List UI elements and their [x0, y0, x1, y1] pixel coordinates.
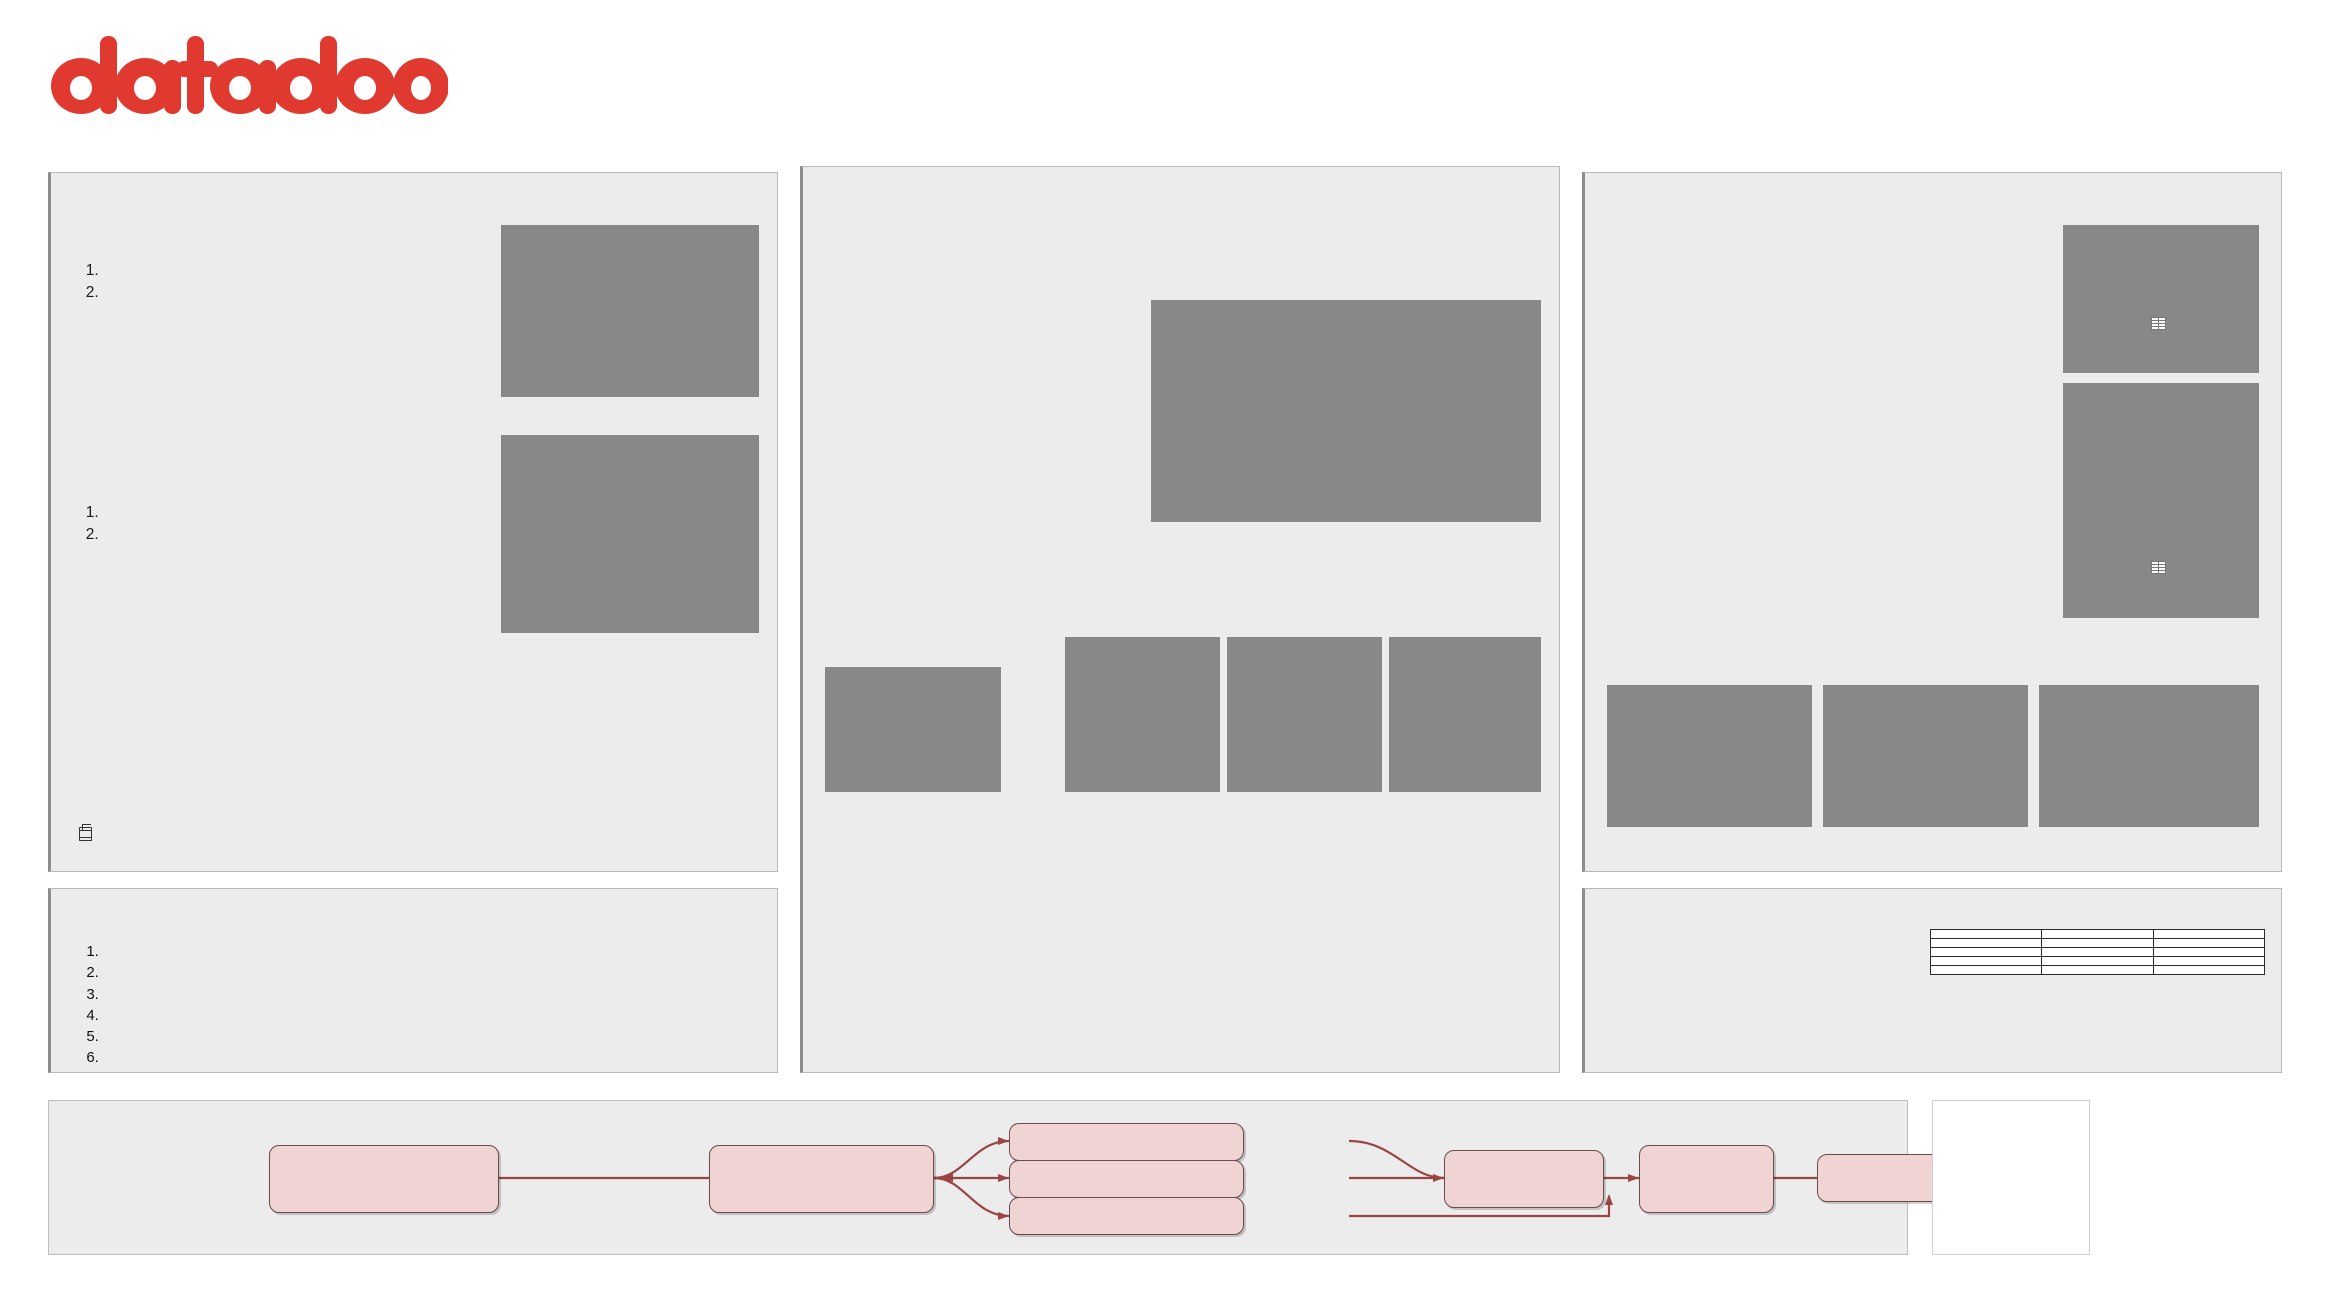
segmented-image-cracks	[1823, 685, 2028, 827]
column-header-render	[2042, 930, 2153, 939]
list-item	[103, 261, 483, 282]
panel-results	[1582, 172, 2282, 872]
table-row	[2152, 571, 2166, 574]
pipeline-node-renders[interactable]	[1009, 1123, 1244, 1161]
contributions-list	[73, 823, 791, 826]
poster-header	[0, 0, 2330, 150]
replicator-screenshot	[1151, 300, 1541, 522]
pipeline-node-condition-maps[interactable]	[1009, 1160, 1244, 1198]
windshield-crack-photo	[501, 225, 759, 397]
pipeline-node-omniverse-synthetic-data-generation[interactable]	[709, 1145, 934, 1213]
render-domain-3-image	[1389, 637, 1541, 792]
table-header-row	[1931, 930, 2265, 939]
panel-motivation-challenges	[48, 172, 778, 872]
list-item[interactable]	[103, 1005, 793, 1026]
table-row	[1931, 948, 2265, 957]
arrow-image	[1003, 637, 1058, 792]
table-row	[1931, 966, 2265, 975]
list-item	[103, 525, 483, 546]
decision-overlay-table-replace	[2151, 317, 2166, 330]
glass-render-photo	[501, 435, 759, 633]
motivation-list	[73, 261, 483, 304]
pipeline-node-procedural-asset-generation[interactable]	[269, 1145, 499, 1213]
references-list	[73, 941, 793, 1069]
list-item	[103, 503, 483, 524]
column-header-generation-time	[2153, 930, 2264, 939]
list-item	[103, 283, 483, 304]
decision-overlay-table-repair	[2151, 561, 2166, 574]
panel-synthetic-data	[800, 166, 1560, 1073]
sdg-metrics-table	[1930, 929, 2265, 975]
decision-image-repair	[2063, 383, 2259, 618]
qr-code-image[interactable]	[1949, 1115, 2075, 1241]
list-item[interactable]	[103, 1026, 793, 1047]
panel-qr-code	[1932, 1100, 2090, 1255]
list-item[interactable]	[103, 941, 793, 962]
pipeline-node-cosmos-transfer[interactable]	[1444, 1150, 1604, 1208]
column-header-setup	[1931, 930, 2042, 939]
list-item[interactable]	[103, 962, 793, 983]
segmented-image-chip	[1607, 685, 1812, 827]
list-item[interactable]	[103, 984, 793, 1005]
panel-references	[48, 888, 778, 1073]
challenges-list	[73, 503, 483, 546]
panel-pipeline	[48, 1100, 1908, 1255]
pipeline-node-pixel-wise-annotations[interactable]	[1009, 1197, 1244, 1235]
table-row	[2152, 327, 2166, 330]
datadoo-logo	[48, 28, 448, 116]
panel-sdg-metrics	[1582, 888, 2282, 1073]
render-domain-2-image	[1227, 637, 1382, 792]
condition-map-image	[825, 667, 1001, 792]
pipeline-node-training-and-evaluation-pipeline[interactable]	[1639, 1145, 1774, 1213]
table-row	[1931, 939, 2265, 948]
table-row	[1931, 957, 2265, 966]
decision-image-replace	[2063, 225, 2259, 373]
render-domain-1-image	[1065, 637, 1220, 792]
list-item[interactable]	[103, 1047, 793, 1068]
segmented-image-bullseye	[2039, 685, 2259, 827]
